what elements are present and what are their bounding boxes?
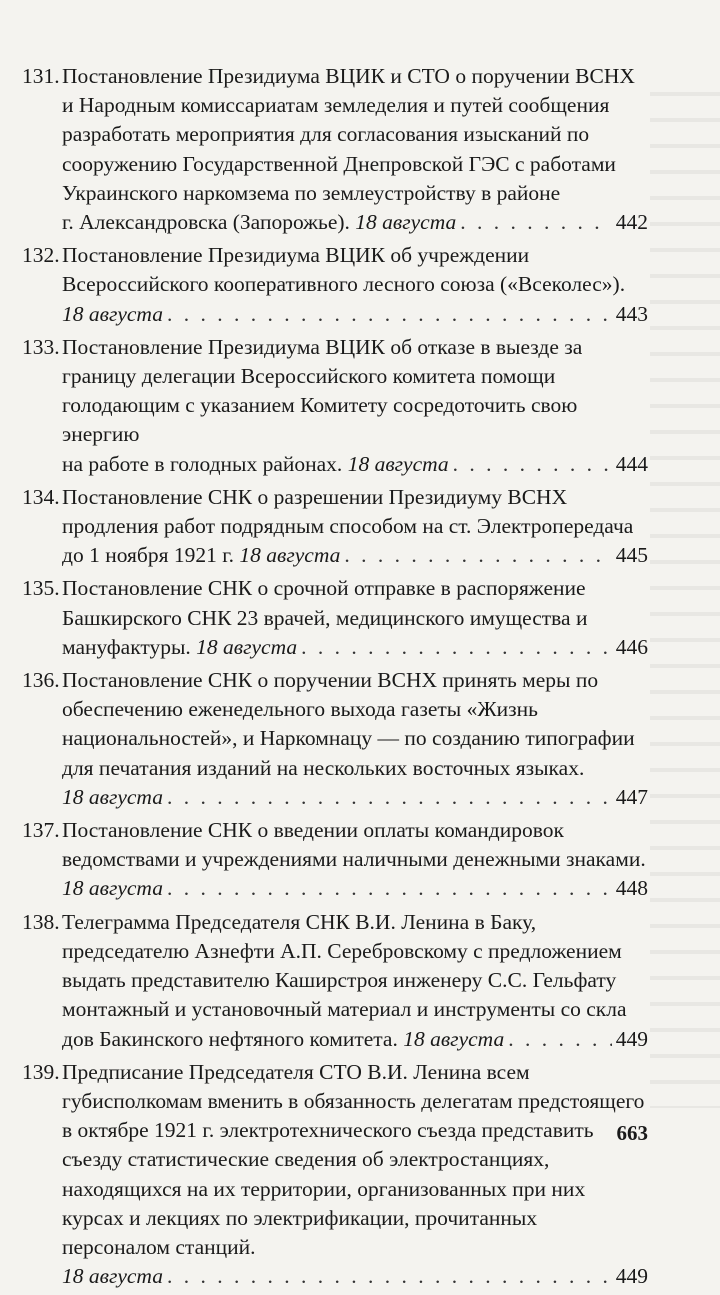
toc-entry (22, 816, 648, 904)
entry-date: 18 августа (355, 210, 457, 235)
entry-number: 137. (22, 818, 60, 843)
toc-entry (22, 241, 648, 329)
entry-tail (62, 541, 648, 570)
entry-number: 136. (22, 668, 60, 693)
entry-tail (62, 1025, 648, 1054)
entry-title: Постановление Президиума ВЦИК об отказе в выезде за границу делегации Всероссийского комитета помощи голодающим с указанием Комитету сосредоточить свою энергию (62, 334, 583, 447)
entry-title: Постановление СНК о введении оплаты командировок ведомствами и учреждениями наличными денежными знаками. (62, 818, 646, 872)
entry-page: 447 (615, 784, 648, 809)
toc-entry (22, 908, 648, 1054)
entry-tail (62, 208, 648, 237)
entry-tail (62, 450, 648, 479)
entry-page: 442 (615, 210, 648, 235)
entry-title-end: до 1 ноября 1921 г. (62, 543, 235, 568)
dot-leader (460, 208, 611, 237)
toc-entry (22, 62, 648, 237)
entry-tail (62, 1262, 648, 1291)
entry-number: 131. (22, 64, 60, 88)
entry-title-end: г. Александровска (Запорожье). (62, 210, 350, 235)
entry-tail (62, 300, 648, 329)
entry-date: 18 августа (62, 784, 163, 809)
entry-page: 444 (615, 451, 648, 476)
dot-leader (167, 1262, 612, 1291)
dot-leader (167, 874, 612, 903)
toc-entry (22, 1058, 648, 1292)
entry-title: Постановление СНК о поручении ВСНХ принять меры по обеспечению еженедельного выхода газеты «Жизнь национальностей», и Наркомнацу — по созданию типографии для печатания изданий на нескольких восточных языках. (62, 668, 635, 780)
entry-date: 18 августа (62, 301, 163, 326)
entry-title: Постановление СНК о срочной отправке в распоряжение Башкирского СНК 23 врачей, медицинского имущества и (62, 576, 588, 630)
entry-number: 139. (22, 1059, 60, 1084)
entry-date: 18 августа (403, 1026, 505, 1051)
dot-leader (301, 633, 612, 662)
bleed-through (650, 70, 720, 1108)
entry-title: Предписание Председателя СТО В.И. Ленина всем губисполкомам вменить в обязанность делегатам предстоящего в октябре 1921 г. электротехнического съезда представить съезду статистические сведения об электростанциях, находящихся на их территории, организованных при них курсах и лекциях по электрификации, прочитанных персоналом станций. (62, 1059, 645, 1259)
entry-tail (62, 874, 648, 903)
entry-page: 445 (615, 543, 648, 568)
entry-number: 134. (22, 484, 60, 509)
entry-tail (62, 783, 648, 812)
toc-entry (22, 483, 648, 571)
entry-title: Постановление Президиума ВЦИК и СТО о поручении ВСНХ и Народным комиссариатам земледелия и путей сообщения разработать мероприятия для согласования изысканий по сооружению Государственной Днепровской ГЭС с работами Украинского наркомзема по землеустройству в районе (62, 64, 635, 205)
dot-leader (453, 450, 612, 479)
entry-page: 448 (615, 876, 648, 901)
entry-number: 132. (22, 243, 60, 268)
entry-title: Постановление СНК о разрешении Президиуму ВСНХ продления работ подрядным способом на ст. Электропередача (62, 484, 634, 539)
contents-list (22, 62, 648, 1295)
entry-title-end: мануфактуры. (62, 634, 191, 659)
dot-leader (344, 541, 611, 570)
entry-date: 18 августа (347, 451, 449, 476)
toc-entry (22, 574, 648, 662)
page-number: 663 (616, 1121, 648, 1145)
entry-page: 443 (615, 301, 648, 326)
entry-date: 18 августа (62, 876, 163, 901)
entry-page: 449 (615, 1264, 648, 1289)
entry-tail (62, 633, 648, 662)
entry-title-end: дов Бакинского нефтяного комитета. (62, 1026, 398, 1051)
dot-leader (167, 300, 612, 329)
entry-number: 138. (22, 909, 60, 934)
entry-title: Телеграмма Председателя СНК В.И. Ленина в Баку, председателю Азнефти А.П. Серебровскому с предложением выдать представителю Каширстроя инженеру С.С. Гельфату монтажный и установочный материал и инструменты со скла (62, 909, 627, 1022)
entry-title-end: на работе в голодных районах. (62, 451, 343, 476)
entry-page: 449 (615, 1026, 648, 1051)
entry-date: 18 августа (239, 543, 341, 568)
entry-page: 446 (615, 634, 648, 659)
toc-entry (22, 666, 648, 812)
entry-date: 18 августа (196, 634, 298, 659)
entry-number: 135. (22, 576, 60, 601)
entry-title: Постановление Президиума ВЦИК об учреждении Всероссийского кооперативного лесного союза («Всеколес»). (62, 243, 626, 297)
entry-number: 133. (22, 334, 60, 359)
entry-date: 18 августа (62, 1264, 163, 1289)
dot-leader (167, 783, 612, 812)
dot-leader (508, 1025, 612, 1054)
toc-entry (22, 333, 648, 479)
